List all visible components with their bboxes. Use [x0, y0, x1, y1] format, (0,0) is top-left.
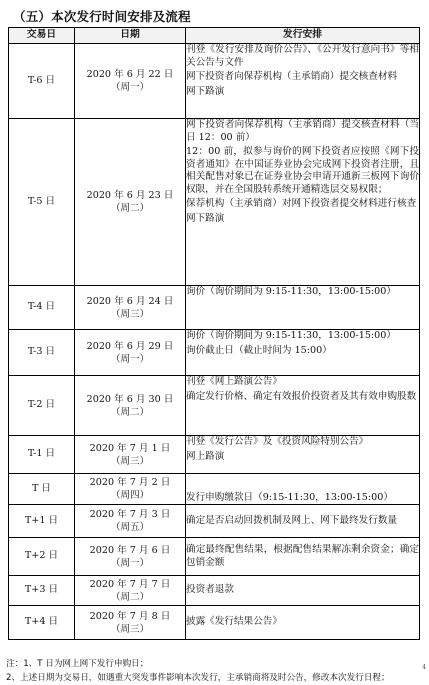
date-cell — [75, 505, 186, 538]
footnote-2: 2、上述日期为交易日，如遇重大突发事件影响本次发行，主承销商将及时公告，修改本次发行日程； — [6, 673, 390, 683]
date-cell — [75, 606, 186, 640]
table-row — [9, 606, 420, 640]
arrangement-cell — [186, 44, 420, 119]
footnotes — [6, 657, 390, 685]
page-mark: 4 — [422, 664, 426, 671]
table-row — [9, 436, 420, 474]
schedule-body — [9, 44, 420, 640]
date-text: 2020 年 7 月 7 日 — [89, 578, 171, 590]
arrangement-cell — [186, 286, 420, 330]
trading-day-cell: T+3 日 — [9, 576, 75, 606]
arrangement-cell — [186, 606, 420, 640]
arrangement-cell — [186, 474, 420, 505]
arrangement-item: 网下路演 — [186, 85, 225, 97]
weekday-text: （周一） — [110, 353, 150, 365]
date-text: 2020 年 7 月 8 日 — [89, 610, 171, 622]
date-text: 2020 年 6 月 30 日 — [86, 393, 174, 405]
table-header-row — [9, 28, 420, 44]
trading-day-cell: T 日 — [9, 474, 75, 505]
date-cell — [75, 376, 186, 436]
arrangement-item: 网下路演 — [186, 212, 225, 224]
weekday-text: （周一） — [110, 82, 150, 93]
arrangement-item: 刊登《网上路演公告》 — [186, 376, 282, 387]
header-trading-day: 交易日 — [9, 28, 75, 44]
section-title: （五）本次发行时间安排及流程 — [13, 9, 191, 24]
date-cell — [75, 538, 186, 576]
weekday-text: （周一） — [110, 557, 150, 569]
trading-day-cell: T+1 日 — [9, 505, 75, 538]
schedule-table — [8, 27, 420, 640]
date-text: 2020 年 6 月 24 日 — [86, 295, 174, 307]
footnote-1: 注：1、T 日为网上网下发行申购日； — [6, 659, 149, 669]
arrangement-item: 询价截止日（截止时间为 15:00） — [186, 344, 332, 356]
date-cell — [75, 286, 186, 330]
date-cell — [75, 330, 186, 376]
date-text: 2020 年 6 月 23 日 — [86, 190, 174, 201]
table-row — [9, 376, 420, 436]
arrangement-item: 投资者退款 — [186, 584, 234, 596]
arrangement-item: 刊登《发行安排及询价公告》、《公开发行意向书》等相关公告与文件 — [186, 44, 419, 68]
weekday-text: （周二） — [110, 406, 150, 418]
date-cell — [75, 436, 186, 474]
date-cell — [75, 474, 186, 505]
weekday-text: （周二） — [110, 591, 150, 603]
date-cell — [75, 576, 186, 606]
date-cell — [75, 44, 186, 119]
trading-day-cell: T-2 日 — [9, 376, 75, 436]
arrangement-cell — [186, 576, 420, 606]
trading-day-cell: T-6 日 — [9, 44, 75, 119]
table-row — [9, 474, 420, 505]
date-text: 2020 年 7 月 6 日 — [89, 544, 171, 556]
arrangement-cell — [186, 538, 420, 576]
arrangement-item: 确定发行价格、确定有效报价投资者及其有效申购股数 — [186, 390, 417, 402]
weekday-text: （周五） — [110, 522, 150, 533]
table-row — [9, 330, 420, 376]
header-arrangement: 发行安排 — [186, 28, 420, 44]
arrangement-item: 网上路演 — [186, 450, 225, 462]
table-row — [9, 505, 420, 538]
arrangement-item: 询价（询价期间为 9:15-11:30，13:00-15:00） — [186, 330, 396, 341]
arrangement-item: 网下投资者向保荐机构（主承销商）提交核查材料 — [186, 71, 398, 82]
header-date: 日期 — [75, 28, 186, 44]
arrangement-item: 确定最终配售结果，根据配售结果解冻剩余资金；确定包销金额 — [186, 544, 419, 568]
arrangement-item: 发行申购缴款日（9:15-11:30，13:00-15:00） — [186, 491, 393, 503]
date-text: 2020 年 6 月 22 日 — [86, 69, 174, 80]
table-row — [9, 119, 420, 286]
date-text: 2020 年 6 月 29 日 — [86, 340, 174, 352]
table-row — [9, 576, 420, 606]
date-text: 2020 年 7 月 1 日 — [89, 442, 171, 454]
trading-day-cell: T+4 日 — [9, 606, 75, 640]
trading-day-cell: T-1 日 — [9, 436, 75, 474]
arrangement-item: 网下投资者向保荐机构（主承销商）提交核查材料（当日 12：00 前） — [186, 119, 419, 143]
arrangement-cell — [186, 330, 420, 376]
date-cell — [75, 119, 186, 286]
arrangement-cell — [186, 119, 420, 286]
weekday-text: （周三） — [110, 623, 150, 635]
arrangement-cell — [186, 436, 420, 474]
weekday-text: （周三） — [110, 308, 150, 320]
arrangement-item: 确定是否启动回拨机制及网上、网下最终发行数量 — [186, 514, 398, 526]
weekday-text: （周三） — [110, 455, 150, 467]
date-text: 2020 年 7 月 2 日 — [89, 477, 171, 488]
trading-day-cell: T-5 日 — [9, 119, 75, 286]
weekday-text: （周二） — [110, 203, 150, 214]
trading-day-cell: T+2 日 — [9, 538, 75, 576]
date-text: 2020 年 7 月 3 日 — [89, 509, 171, 520]
trading-day-cell: T-3 日 — [9, 330, 75, 376]
arrangement-item: 保荐机构（主承销商）对网下投资者提交材料进行核查 — [186, 198, 417, 209]
arrangement-cell — [186, 376, 420, 436]
table-row — [9, 44, 420, 119]
arrangement-item: 刊登《发行公告》及《投资风险特别公告》 — [186, 436, 369, 447]
arrangement-item: 披露《发行结果公告》 — [186, 616, 282, 628]
table-row — [9, 538, 420, 576]
arrangement-cell — [186, 505, 420, 538]
arrangement-item: 12：00 前，拟参与询价的网下投资者应按照《网下投资者通知》在中国证券业协会完成网下投资者注册，且相关配售对象已在证券业协会申请开通新三板网下询价权限，并在全国股转系统开通精选层交易权限； — [186, 146, 419, 195]
table-row — [9, 286, 420, 330]
trading-day-cell: T-4 日 — [9, 286, 75, 330]
arrangement-item: 询价（询价期间为 9:15-11:30，13:00-15:00） — [186, 286, 396, 297]
weekday-text: （周四） — [110, 490, 150, 501]
